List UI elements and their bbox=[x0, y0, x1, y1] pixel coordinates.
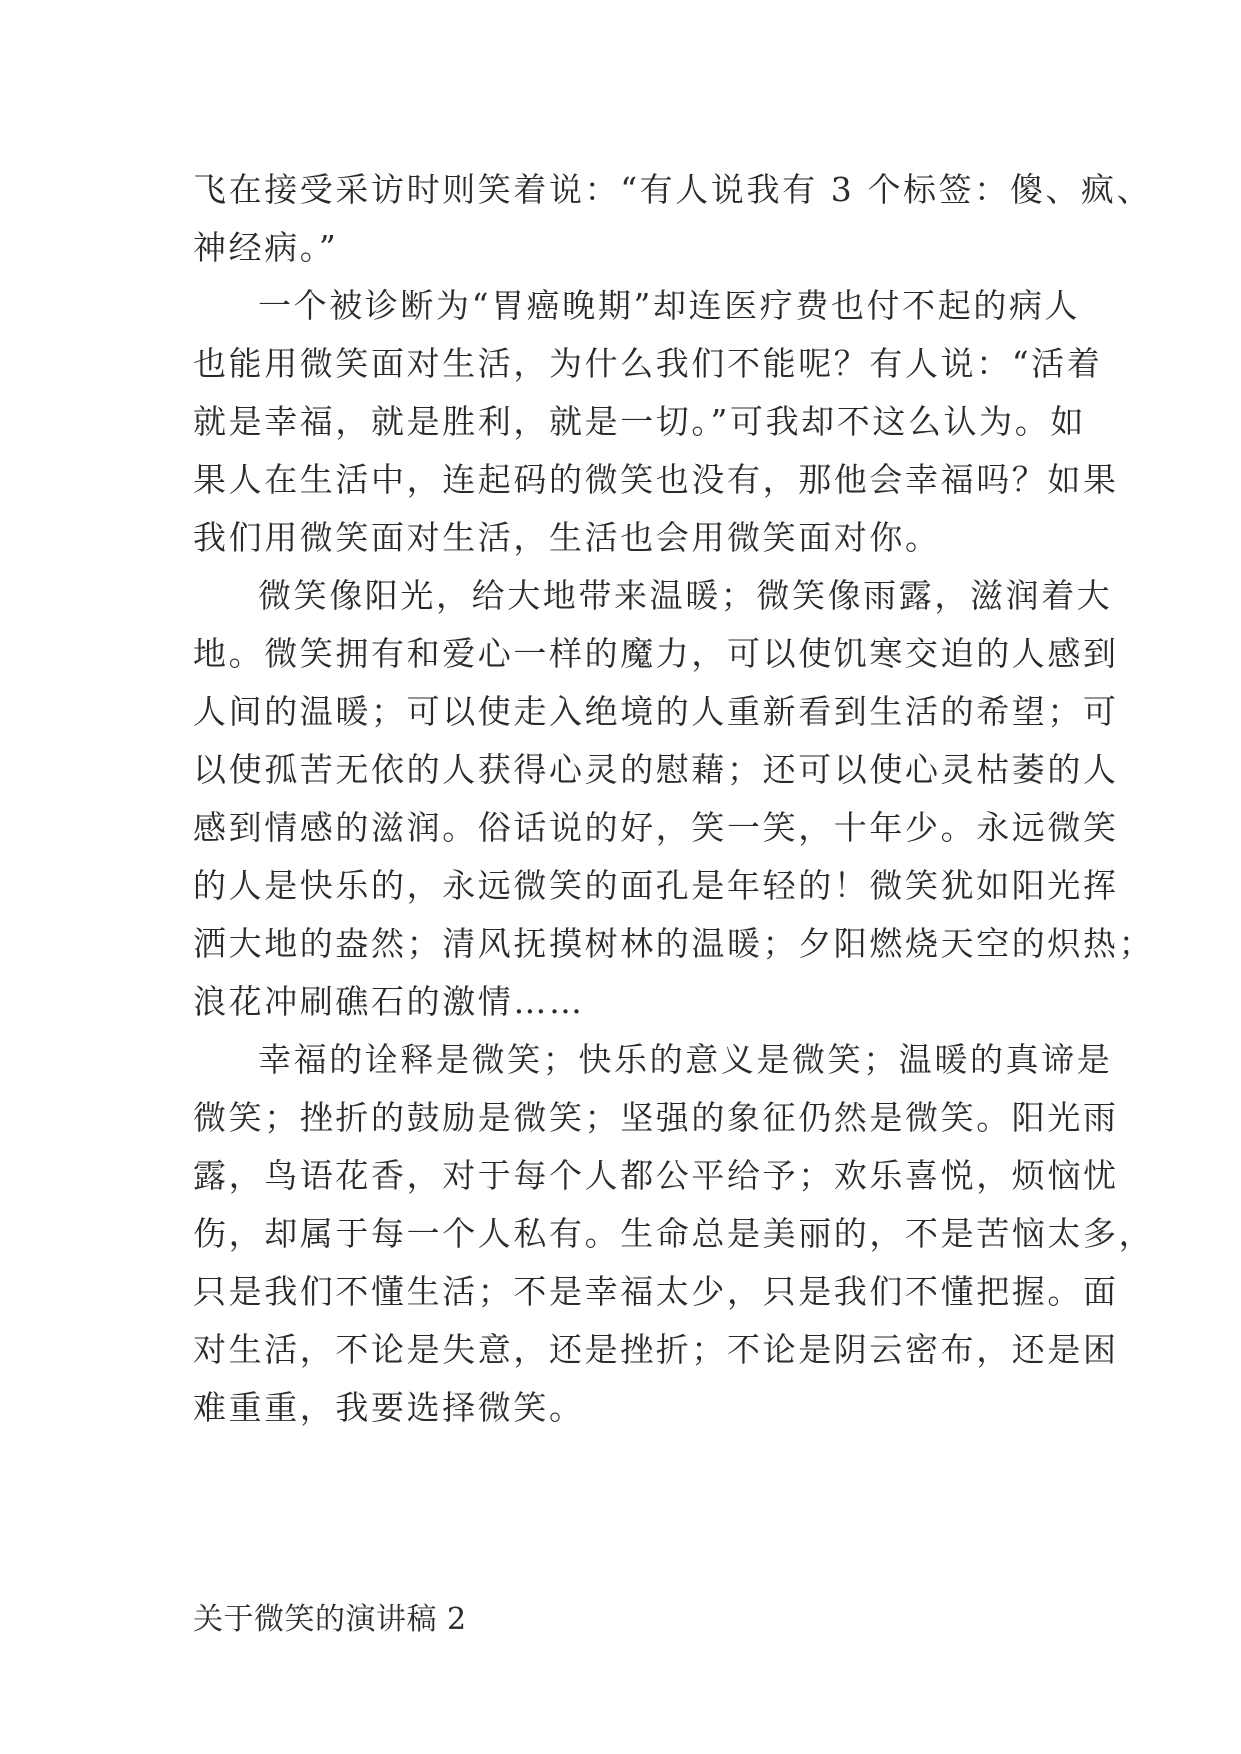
body-line: 也能用微笑面对生活，为什么我们不能呢？有人说：“活着 bbox=[193, 344, 1103, 383]
body-line: 一个被诊断为“胃癌晚期”却连医疗费也付不起的病人 bbox=[258, 286, 1081, 325]
body-line: 人间的温暖；可以使走入绝境的人重新看到生活的希望；可 bbox=[193, 692, 1119, 731]
body-line: 难重重，我要选择微笑。 bbox=[193, 1388, 585, 1427]
body-line: 伤，却属于每一个人私有。生命总是美丽的，不是苦恼太多， bbox=[193, 1214, 1155, 1253]
body-line: 感到情感的滋润。俗话说的好，笑一笑，十年少。永远微笑 bbox=[193, 808, 1119, 847]
body-line: 的人是快乐的，永远微笑的面孔是年轻的！微笑犹如阳光挥 bbox=[193, 866, 1119, 905]
body-line: 浪花冲刷礁石的激情…… bbox=[193, 982, 585, 1021]
body-line: 洒大地的盎然；清风抚摸树林的温暖；夕阳燃烧天空的炽热； bbox=[193, 924, 1155, 963]
body-line: 地。微笑拥有和爱心一样的魔力，可以使饥寒交迫的人感到 bbox=[193, 634, 1119, 673]
body-line: 神经病。” bbox=[193, 228, 339, 267]
body-line: 果人在生活中，连起码的微笑也没有，那他会幸福吗？如果 bbox=[193, 460, 1119, 499]
body-line: 微笑像阳光，给大地带来温暖；微笑像雨露，滋润着大 bbox=[258, 576, 1113, 615]
body-line: 就是幸福，就是胜利，就是一切。”可我却不这么认为。如 bbox=[193, 402, 1086, 441]
body-line: 我们用微笑面对生活，生活也会用微笑面对你。 bbox=[193, 518, 941, 557]
body-line: 露，鸟语花香，对于每个人都公平给予；欢乐喜悦，烦恼忧 bbox=[193, 1156, 1119, 1195]
body-line: 微笑；挫折的鼓励是微笑；坚强的象征仍然是微笑。阳光雨 bbox=[193, 1098, 1119, 1137]
body-line: 幸福的诠释是微笑；快乐的意义是微笑；温暖的真谛是 bbox=[258, 1040, 1113, 1079]
body-line: 只是我们不懂生活；不是幸福太少，只是我们不懂把握。面 bbox=[193, 1272, 1119, 1311]
body-line: 对生活，不论是失意，还是挫折；不论是阴云密布，还是困 bbox=[193, 1330, 1119, 1369]
body-line: 以使孤苦无依的人获得心灵的慰藉；还可以使心灵枯萎的人 bbox=[193, 750, 1119, 789]
body-line: 飞在接受采访时则笑着说：“有人说我有 3 个标签：傻、疯、 bbox=[193, 170, 1153, 209]
section-heading: 关于微笑的演讲稿 2 bbox=[193, 1602, 467, 1637]
